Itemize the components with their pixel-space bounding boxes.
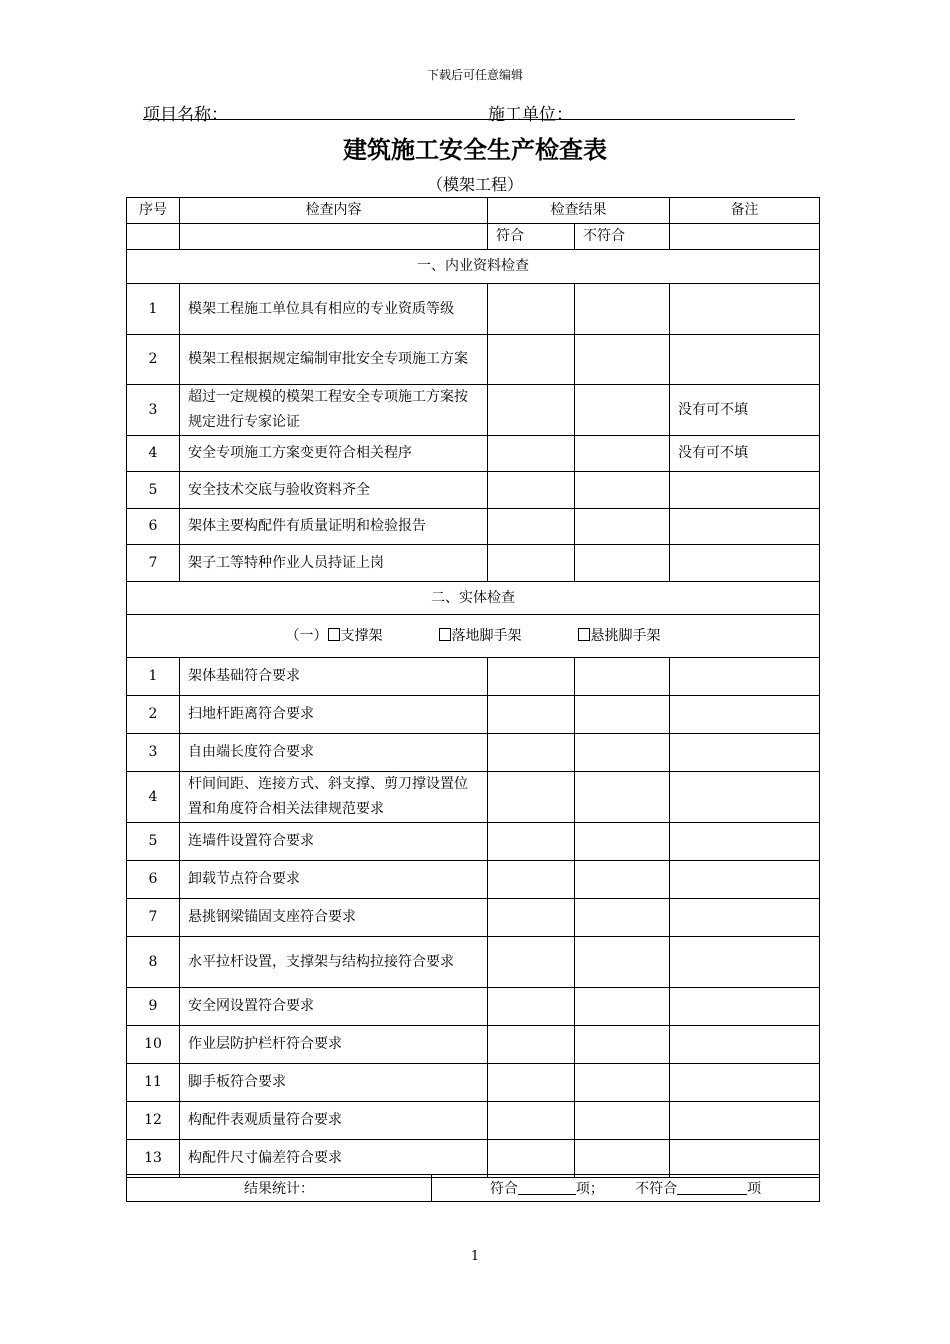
fail-cell[interactable] — [575, 385, 670, 436]
remark-cell[interactable] — [670, 509, 820, 545]
col-result-header: 检查结果 — [488, 198, 670, 224]
pass-cell[interactable] — [488, 823, 575, 861]
pass-cell[interactable] — [488, 1102, 575, 1140]
col-fail-header: 不符合 — [575, 224, 670, 250]
stats-pass-label: 符合 — [489, 1181, 518, 1197]
header-note: 下载后可任意编辑 — [426, 68, 523, 82]
pass-cell[interactable] — [488, 1026, 575, 1064]
row-seq: 1 — [127, 284, 180, 335]
row-content: 杆间间距、连接方式、斜支撑、剪刀撑设置位置和角度符合相关法律规范要求 — [180, 772, 488, 823]
row-seq: 12 — [127, 1102, 180, 1140]
fail-cell[interactable] — [575, 772, 670, 823]
table-row — [127, 472, 820, 509]
empty-cell — [127, 224, 180, 250]
remark-cell[interactable] — [670, 1064, 820, 1102]
row-seq: 6 — [127, 861, 180, 899]
section1-title-row — [127, 250, 820, 284]
pass-cell[interactable] — [488, 861, 575, 899]
pass-cell[interactable] — [488, 772, 575, 823]
row-seq: 13 — [127, 1140, 180, 1178]
row-seq: 10 — [127, 1026, 180, 1064]
stats-label: 结果统计： — [127, 1175, 432, 1202]
subsection-options-row — [127, 615, 820, 658]
result-stats-table — [126, 1174, 820, 1202]
row-seq: 7 — [127, 545, 180, 582]
option-checkbox-group[interactable] — [578, 628, 661, 644]
row-content: 架体主要构配件有质量证明和检验报告 — [180, 509, 488, 545]
fail-cell[interactable] — [575, 734, 670, 772]
fail-cell[interactable] — [575, 937, 670, 988]
remark-cell[interactable] — [670, 1140, 820, 1178]
table-row — [127, 436, 820, 472]
section1-title: 一、内业资料检查 — [127, 250, 820, 284]
row-content: 模架工程根据规定编制审批安全专项施工方案 — [180, 335, 488, 385]
table-row — [127, 823, 820, 861]
table-row — [127, 1102, 820, 1140]
checkbox-icon[interactable] — [328, 628, 340, 641]
fail-cell[interactable] — [575, 696, 670, 734]
fail-cell[interactable] — [575, 436, 670, 472]
table-row — [127, 696, 820, 734]
fail-cell[interactable] — [575, 861, 670, 899]
col-seq-header: 序号 — [127, 198, 180, 224]
row-content: 安全技术交底与验收资料齐全 — [180, 472, 488, 509]
table-row — [127, 861, 820, 899]
fail-cell[interactable] — [575, 823, 670, 861]
table-row — [127, 772, 820, 823]
fail-cell[interactable] — [575, 1140, 670, 1178]
row-content: 构配件尺寸偏差符合要求 — [180, 1140, 488, 1178]
remark-cell[interactable] — [670, 1026, 820, 1064]
table-row — [127, 509, 820, 545]
fail-count-blank[interactable] — [677, 1180, 747, 1195]
col-pass-header: 符合 — [488, 224, 575, 250]
row-content: 连墙件设置符合要求 — [180, 823, 488, 861]
pass-cell[interactable] — [488, 472, 575, 509]
row-content: 架子工等特种作业人员持证上岗 — [180, 545, 488, 582]
pass-cell[interactable] — [488, 509, 575, 545]
row-content: 扫地杆距离符合要求 — [180, 696, 488, 734]
remark-cell[interactable] — [670, 472, 820, 509]
row-seq: 2 — [127, 335, 180, 385]
fail-cell[interactable] — [575, 545, 670, 582]
col-remark-header: 备注 — [670, 198, 820, 224]
header-row — [127, 198, 820, 224]
page-number: 1 — [470, 1249, 480, 1264]
stats-item-unit2: 项 — [747, 1181, 762, 1197]
fail-cell[interactable] — [575, 658, 670, 696]
row-content: 悬挑钢梁锚固支座符合要求 — [180, 899, 488, 937]
remark-cell[interactable] — [670, 823, 820, 861]
option-checkbox-group[interactable] — [328, 628, 383, 644]
fail-cell[interactable] — [575, 1102, 670, 1140]
subsection-prefix: （一） — [285, 627, 328, 644]
remark-cell[interactable] — [670, 1102, 820, 1140]
row-content: 水平拉杆设置，支撑架与结构拉接符合要求 — [180, 937, 488, 988]
option-label: 悬挑脚手架 — [590, 627, 661, 644]
row-seq: 1 — [127, 658, 180, 696]
remark-cell[interactable] — [670, 937, 820, 988]
remark-cell[interactable] — [670, 734, 820, 772]
stats-item-unit: 项； — [575, 1181, 604, 1197]
checkbox-icon[interactable] — [578, 628, 590, 641]
empty-cell — [670, 224, 820, 250]
fail-cell[interactable] — [575, 1026, 670, 1064]
remark-cell[interactable] — [670, 545, 820, 582]
remark-cell[interactable] — [670, 988, 820, 1026]
row-seq: 9 — [127, 988, 180, 1026]
remark-cell[interactable]: 没有可不填 — [670, 385, 820, 436]
option-checkbox-group[interactable] — [439, 628, 522, 644]
row-content: 架体基础符合要求 — [180, 658, 488, 696]
pass-cell[interactable] — [488, 385, 575, 436]
table-row — [127, 335, 820, 385]
empty-cell — [180, 224, 488, 250]
remark-cell[interactable] — [670, 658, 820, 696]
pass-cell[interactable] — [488, 899, 575, 937]
table-row — [127, 284, 820, 335]
fail-cell[interactable] — [575, 988, 670, 1026]
construction-unit-label: 施工单位： — [488, 105, 573, 125]
table-row — [127, 899, 820, 937]
pass-cell[interactable] — [488, 436, 575, 472]
row-content: 模架工程施工单位具有相应的专业资质等级 — [180, 284, 488, 335]
row-seq: 3 — [127, 734, 180, 772]
fail-cell[interactable] — [575, 335, 670, 385]
pass-cell[interactable] — [488, 335, 575, 385]
inspection-table — [126, 197, 820, 1178]
fail-cell[interactable] — [575, 284, 670, 335]
table-row — [127, 937, 820, 988]
option-label: 支撑架 — [340, 627, 383, 644]
row-content: 卸载节点符合要求 — [180, 861, 488, 899]
pass-cell[interactable] — [488, 1140, 575, 1178]
remark-cell[interactable] — [670, 696, 820, 734]
row-seq: 5 — [127, 823, 180, 861]
page-subtitle: （模架工程） — [426, 175, 523, 194]
row-seq: 3 — [127, 385, 180, 436]
pass-cell[interactable] — [488, 284, 575, 335]
col-content-header: 检查内容 — [180, 198, 488, 224]
row-seq: 2 — [127, 696, 180, 734]
row-seq: 6 — [127, 509, 180, 545]
subheader-row — [127, 224, 820, 250]
row-content: 脚手板符合要求 — [180, 1064, 488, 1102]
section2-title-row — [127, 582, 820, 615]
checkbox-icon[interactable] — [439, 628, 451, 641]
fail-cell[interactable] — [575, 472, 670, 509]
project-underline — [143, 119, 795, 120]
table-row — [127, 545, 820, 582]
pass-cell[interactable] — [488, 545, 575, 582]
table-row — [127, 734, 820, 772]
stats-fail-label: 不符合 — [635, 1181, 678, 1197]
row-content: 自由端长度符合要求 — [180, 734, 488, 772]
pass-cell[interactable] — [488, 734, 575, 772]
fail-cell[interactable] — [575, 1064, 670, 1102]
option-label: 落地脚手架 — [451, 627, 522, 644]
project-name-label: 项目名称： — [143, 105, 228, 125]
pass-cell[interactable] — [488, 937, 575, 988]
remark-cell[interactable] — [670, 335, 820, 385]
row-seq: 7 — [127, 899, 180, 937]
section2-title: 二、实体检查 — [127, 582, 820, 615]
pass-count-blank[interactable] — [518, 1180, 576, 1195]
remark-cell[interactable] — [670, 772, 820, 823]
pass-cell[interactable] — [488, 696, 575, 734]
table-row — [127, 1026, 820, 1064]
row-seq: 8 — [127, 937, 180, 988]
row-content: 构配件表观质量符合要求 — [180, 1102, 488, 1140]
row-seq: 11 — [127, 1064, 180, 1102]
table-row — [127, 988, 820, 1026]
fail-cell[interactable] — [575, 509, 670, 545]
table-row — [127, 385, 820, 436]
table-row — [127, 658, 820, 696]
row-seq: 4 — [127, 772, 180, 823]
row-content: 超过一定规模的模架工程安全专项施工方案按规定进行专家论证 — [180, 385, 488, 436]
row-content: 安全专项施工方案变更符合相关程序 — [180, 436, 488, 472]
pass-cell[interactable] — [488, 1064, 575, 1102]
subsection-options — [127, 615, 820, 658]
row-content: 作业层防护栏杆符合要求 — [180, 1026, 488, 1064]
pass-cell[interactable] — [488, 988, 575, 1026]
fail-cell[interactable] — [575, 899, 670, 937]
remark-cell[interactable] — [670, 899, 820, 937]
page-title: 建筑施工安全生产检查表 — [343, 136, 607, 164]
pass-cell[interactable] — [488, 658, 575, 696]
project-info-row — [143, 100, 795, 125]
table-row — [127, 1064, 820, 1102]
table-row — [127, 1140, 820, 1178]
remark-cell[interactable] — [670, 861, 820, 899]
row-seq: 5 — [127, 472, 180, 509]
stats-values — [432, 1175, 820, 1202]
remark-cell[interactable] — [670, 284, 820, 335]
row-seq: 4 — [127, 436, 180, 472]
remark-cell[interactable]: 没有可不填 — [670, 436, 820, 472]
row-content: 安全网设置符合要求 — [180, 988, 488, 1026]
